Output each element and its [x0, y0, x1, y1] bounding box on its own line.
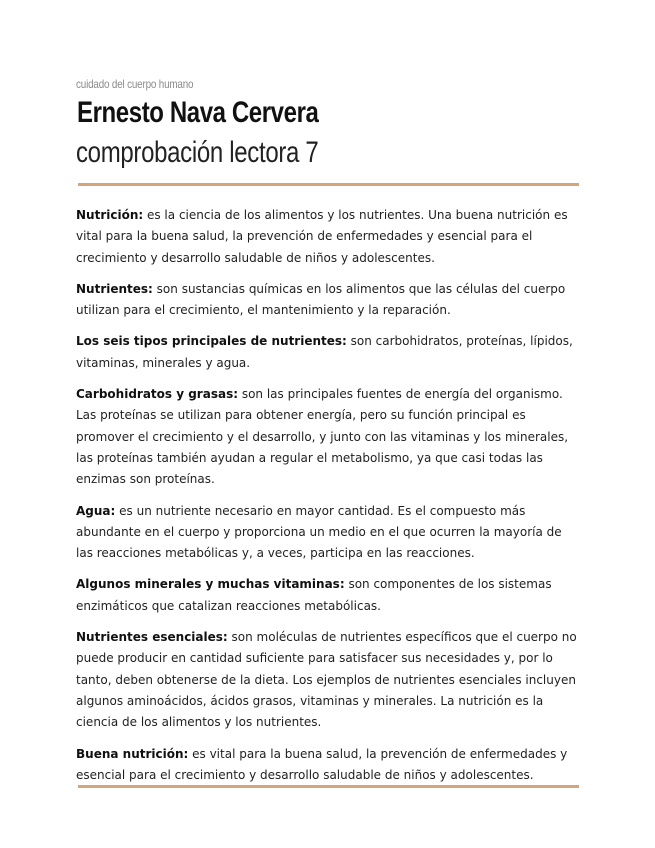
paragraph-text: es vital para la buena salud, la prevención de enfermedades y esencial para el crecimiento y desarrollo saludable de niños y adolescentes. [76, 746, 568, 782]
paragraph-carbohidratos [76, 384, 581, 490]
paragraph-term: Nutrientes: [76, 281, 153, 296]
paragraph-buena-nutricion [76, 744, 581, 787]
paragraph-nutricion [76, 205, 581, 269]
paragraph-esenciales [76, 627, 581, 733]
document-subtitle: cuidado del cuerpo humano [76, 77, 194, 91]
paragraph-seis-tipos [76, 331, 581, 374]
paragraph-agua [76, 501, 581, 565]
document-body [76, 205, 581, 796]
document-title: comprobación lectora 7 [76, 136, 319, 169]
paragraph-text: son las principales fuentes de energía del organismo. Las proteínas se utilizan para obtener energía, pero su función principal es promover el crecimiento y el desarrollo, y junto con las vitaminas y los minerales, las proteínas también ayudan a regular el metabolismo, ya que casi todas las enzimas son proteínas. [76, 387, 569, 487]
paragraph-term: Buena nutrición: [76, 746, 189, 761]
paragraph-text: es la ciencia de los alimentos y los nutrientes. Una buena nutrición es vital para la buena salud, la prevención de enfermedades y esencial para el crecimiento y desarrollo saludable de niños y adolescentes. [76, 208, 568, 265]
paragraph-term: Agua: [76, 503, 116, 518]
paragraph-text: son componentes de los sistemas enzimáticos que catalizan reacciones metabólicas. [76, 577, 552, 613]
bottom-divider [78, 785, 579, 788]
paragraph-text: son moléculas de nutrientes específicos que el cuerpo no puede producir en cantidad suficiente para satisfacer sus necesidades y, por lo tanto, deben obtenerse de la dieta. Los ejemplos de nutrientes esenciales incluyen algunos aminoácidos, ácidos grasos, vitaminas y minerales. La nutrición es la ciencia de los alimentos y los nutrientes. [76, 630, 577, 730]
paragraph-text: es un nutriente necesario en mayor cantidad. Es el compuesto más abundante en el cuerpo y proporciona un medio en el que ocurren la mayoría de las reacciones metabólicas y, a veces, participa en las reacciones. [76, 503, 562, 561]
paragraph-term: Carbohidratos y grasas: [76, 387, 239, 402]
paragraph-minerales [76, 574, 581, 617]
paragraph-nutrientes [76, 279, 581, 322]
top-divider [78, 183, 579, 186]
paragraph-term: Algunos minerales y muchas vitaminas: [76, 577, 345, 592]
author-name: Ernesto Nava Cervera [77, 96, 319, 129]
paragraph-text: son sustancias químicas en los alimentos que las células del cuerpo utilizan para el crecimiento, el mantenimiento y la reparación. [76, 281, 566, 318]
paragraph-text: son carbohidratos, proteínas, lípidos, vitaminas, minerales y agua. [76, 334, 573, 370]
paragraph-term: Nutrición: [76, 208, 144, 222]
paragraph-term: Nutrientes esenciales: [76, 630, 228, 645]
paragraph-term: Los seis tipos principales de nutrientes: [76, 334, 347, 349]
